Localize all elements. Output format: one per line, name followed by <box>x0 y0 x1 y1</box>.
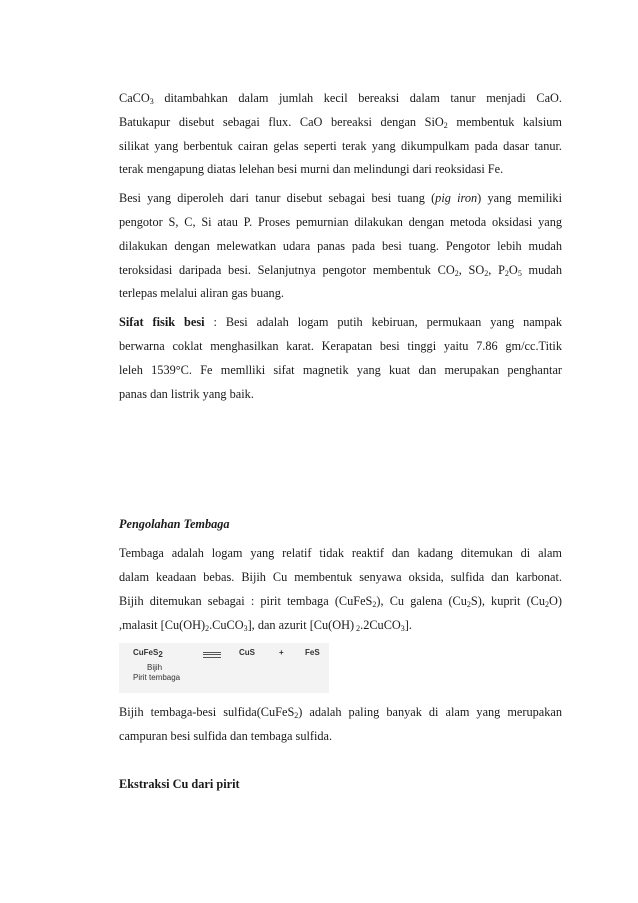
equals-sign <box>203 652 221 658</box>
text-line: terlepas melalui aliran gas buang. <box>119 286 284 301</box>
text-line: Besi yang diperoleh dari tanur disebut sebagai besi tuang (pig iron) yang memiliki <box>119 191 562 206</box>
reaction-product-cus: CuS <box>239 648 255 658</box>
text-line: pengotor S, C, Si atau P. Proses pemurnian dilakukan dengan metoda oksidasi yang <box>119 214 562 229</box>
document-page <box>119 87 562 797</box>
section-heading-ekstraksi: Ekstraksi Cu dari pirit <box>119 776 240 791</box>
text-line: Sifat fisik besi : Besi adalah logam putih kebiruan, permukaan yang nampak <box>119 315 562 330</box>
text-line: leleh 1539°C. Fe memlliki sifat magnetik yang kuat dan merupakan penghantar <box>119 362 562 377</box>
text-line: Bijih tembaga-besi sulfida(CuFeS$_2$) adalah paling banyak di alam yang merupakan <box>119 705 562 721</box>
text-line: dilakukan dengan melewatkan udara panas pada besi tuang. Pengotor lebih mudah <box>119 238 562 253</box>
reaction-note-bijih: Bijih <box>147 663 163 673</box>
reaction-reactant: CuFeS$_2$ <box>133 648 163 660</box>
text-line: berwarna coklat menghasilkan karat. Kerapatan besi tinggi yaitu 7.86 gm/cc.Titik <box>119 338 562 353</box>
paragraph-sifat-fisik <box>119 311 562 406</box>
paragraph-tembaga <box>119 542 562 637</box>
reaction-product-fes: FeS <box>305 648 320 658</box>
text-line: terak mengapung diatas lelehan besi murni dan melindungi dari reoksidasi Fe. <box>119 162 504 177</box>
text-line: ,malasit $[Cu(OH)_2.CuCO_3]$, dan azurit [Cu(OH) $_2$.2CuCO$_3$]. <box>119 617 412 633</box>
paragraph-besi-tuang <box>119 187 562 306</box>
text-line: campuran besi sulfida dan tembaga sulfida. <box>119 729 333 744</box>
text-line: panas dan listrik yang baik. <box>119 386 254 401</box>
text-line: Tembaga adalah logam yang relatif tidak reaktif dan kadang ditemukan di alam <box>119 546 562 561</box>
text-line: Batukapur disebut sebagai flux. CaO bereaksi dengan SiO$_2$ membentuk kalsium <box>119 114 562 130</box>
text-line: silikat yang berbentuk cairan gelas seperti terak yang dikumpulkam pada dasar tanur. <box>119 138 562 153</box>
reaction-image <box>119 643 329 693</box>
paragraph-caco3 <box>119 87 562 182</box>
paragraph-bijih-sulfida <box>119 701 562 749</box>
text-line: dalam keadaan bebas. Bijih Cu membentuk senyawa oksida, sulfida dan karbonat. <box>119 569 562 584</box>
section-heading-pengolahan-tembaga: Pengolahan Tembaga <box>119 517 230 532</box>
text-line: CaCO$_3$ ditambahkan dalam jumlah kecil bereaksi dalam tanur menjadi CaO. <box>119 91 562 106</box>
reaction-note-pirit: Pirit tembaga <box>133 673 181 683</box>
text-line: teroksidasi daripada besi. Selanjutnya pengotor membentuk $CO_2$, $SO_2$, $P_2O_5$ mudah <box>119 262 563 278</box>
reaction-plus: + <box>279 648 284 658</box>
text-line: Bijih ditemukan sebagai : pirit tembaga (CuFeS$_2$), Cu galena $(Cu_2S)$, kuprit $(Cu_2O)$ <box>119 593 563 609</box>
